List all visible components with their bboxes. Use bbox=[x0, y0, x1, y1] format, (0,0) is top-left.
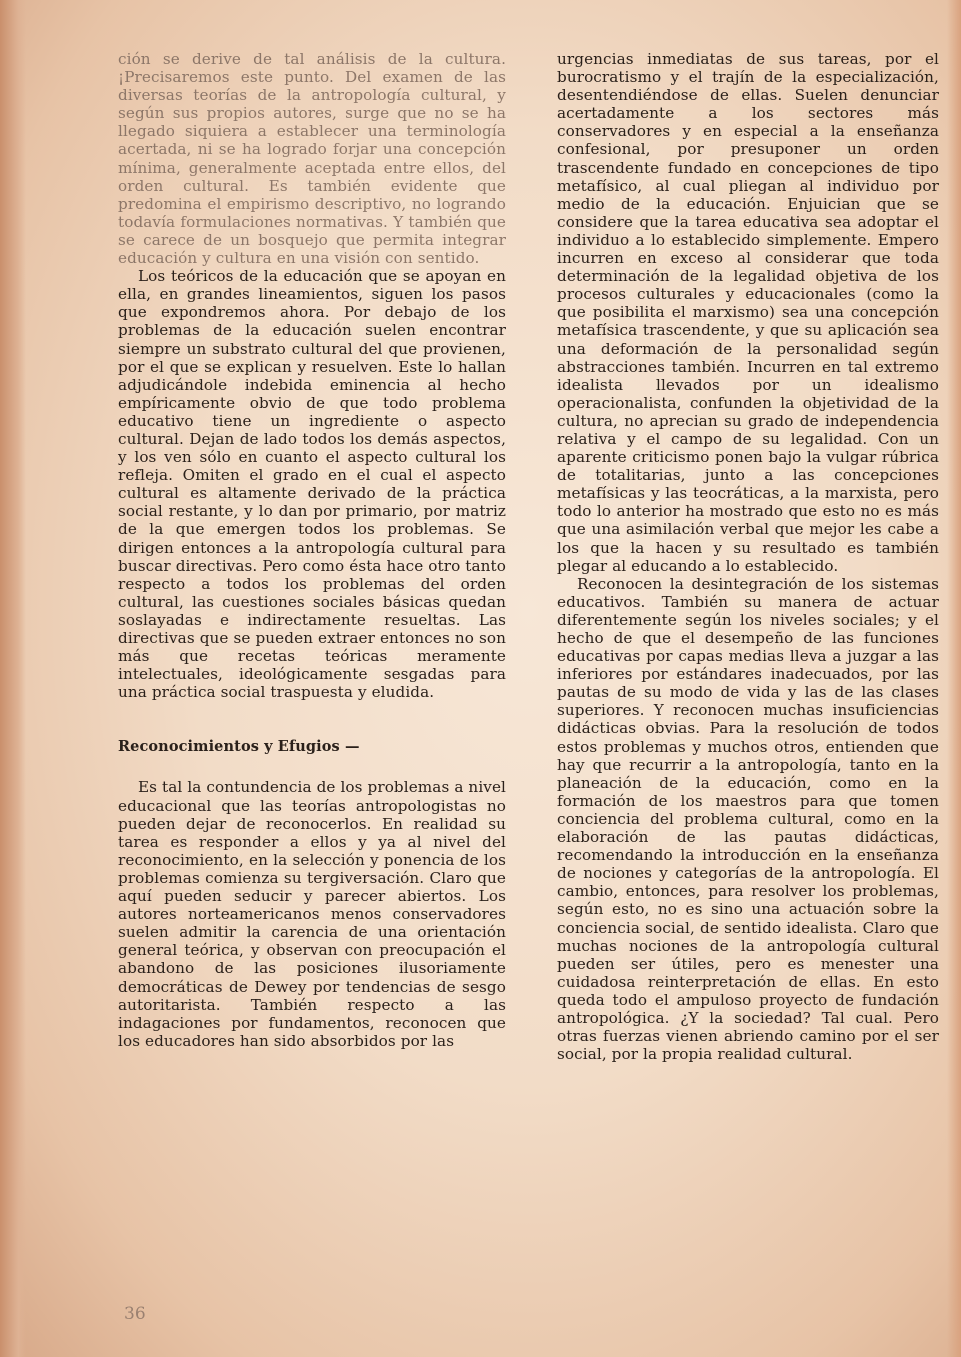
left-column bbox=[118, 50, 506, 1050]
section-heading: Reconocimientos y Efugios — bbox=[118, 738, 360, 756]
left-paragraph-1: ción se derive de tal análisis de la cultura. ¡Precisaremos este punto. Del examen de las diversas teorías de la antropología cultural, y según sus propios autores, surge que no se ha llegado siquiera a establecer una terminología acertada, ni se ha logrado forjar una concepción mínima, generalmente aceptada entre ellos, del orden cultural. Es también evidente que predomina el empirismo descriptivo, no logrando todavía formulaciones normativas. Y también que se carece de un bosquejo que permita integrar educación y cultura en una visión con sentido. bbox=[118, 50, 506, 268]
left-paragraph-2: Los teóricos de la educación que se apoyan en ella, en grandes lineamientos, siguen los pasos que expondremos ahora. Por debajo de los problemas de la educación suelen encontrar siempre un substrato cultural del que provienen, por el que se explican y resuelven. Este lo hallan adjudicándole indebida eminencia al hecho empíricamente obvio de que todo problema educativo tiene un ingrediente o aspecto cultural. Dejan de lado todos los demás aspectos, y los ven sólo en cuanto el aspecto cultural los refleja. Omiten el grado en el cual el aspecto cultural es altamente derivado de la práctica social restante, y lo dan por primario, por matriz de la que emergen todos los problemas. Se dirigen entonces a la antropología cultural para buscar directivas. Pero como ésta hace otro tanto respecto a todos los problemas del orden cultural, las cuestiones sociales básicas quedan soslayadas e indirectamente resueltas. Las directivas que se pueden extraer entonces no son más que recetas teóricas meramente intelectuales, ideológicamente sesgadas para una práctica social traspuesta y eludida. bbox=[118, 267, 506, 702]
right-column bbox=[557, 50, 939, 1063]
right-paragraph-1: urgencias inmediatas de sus tareas, por el burocratismo y el trajín de la especialización, desentendiéndose de ellas. Suelen denunciar acertadamente a los sectores más conservadores y en especial a la enseñanza confesional, por presuponer un orden trascendente fundado en concepciones de tipo metafísico, al cual pliegan al individuo por medio de la educación. Enjuician que se considere que la tarea educativa sea adoptar el individuo a lo establecido simplemente. Empero incurren en exceso al considerar que toda determinación de la legalidad objetiva de los procesos culturales y educacionales (como la que posibilita el marxismo) sea una concepción metafísica trascendente, y que su aplicación sea una deformación de la personalidad según abstracciones también. Incurren en tal extremo idealista llevados por un idealismo operacionalista, confunden la objetividad de la cultura, no aprecian su grado de independencia relativa y el campo de su legalidad. Con un aparente criticismo ponen bajo la vulgar rúbrica de totalitarias, junto a las concepciones metafísicas y las teocráticas, a la marxista, pero todo lo anterior ha mostrado que esto no es más que una asimilación verbal que mejor les cabe a los que la hacen y su resultado es también plegar al educando a lo establecido. bbox=[557, 50, 939, 575]
right-paragraph-2: Reconocen la desintegración de los sistemas educativos. También su manera de actuar diferentemente según los niveles sociales; y el hecho de que el desempeño de las funciones educativas por capas medias lleva a juzgar a las inferiores por estándares inadecuados, por las pautas de su modo de vida y las de las clases superiores. Y reconocen muchas insuficiencias didácticas obvias. Para la resolución de todos estos problemas y muchos otros, entienden que hay que recurrir a la antropología, tanto en la planeación de la educación, como en la formación de los maestros para que tomen conciencia del problema cultural, como en la elaboración de las pautas didácticas, recomendando la introducción en la enseñanza de nociones y categorías de la antropología. El cambio, entonces, para resolver los problemas, según esto, no es sino una actuación sobre la conciencia social, de sentido idealista. Claro que muchas nociones de la antropología cultural pueden ser útiles, pero es menester una cuidadosa reinterpretación de ellas. En esto queda todo el ampuloso proyecto de fundación antropológica. ¿Y la sociedad? Tal cual. Pero otras fuerzas vienen abriendo camino por el ser social, por la propia realidad cultural. bbox=[557, 574, 939, 1064]
page-left-edge-shadow bbox=[0, 0, 26, 1357]
left-paragraph-3: Es tal la contundencia de los problemas a nivel educacional que las teorías antropologistas no pueden dejar de reconocerlos. En realidad su tarea es responder a ellos y ya al nivel del reconocimiento, en la selección y ponencia de los problemas comienza su tergiversación. Claro que aquí pueden seducir y parecer abiertos. Los autores norteamericanos menos conservadores suelen admitir la carencia de una orientación general teórica, y observan con preocupación el abandono de las posiciones ilusoriamente democráticas de Dewey por tendencias de sesgo autoritarista. También respecto a las indagaciones por fundamentos, reconocen que los educadores han sido absorbidos por las bbox=[118, 778, 506, 1050]
page-right-edge-shadow bbox=[947, 0, 961, 1357]
page-number: 36 bbox=[124, 1304, 146, 1324]
